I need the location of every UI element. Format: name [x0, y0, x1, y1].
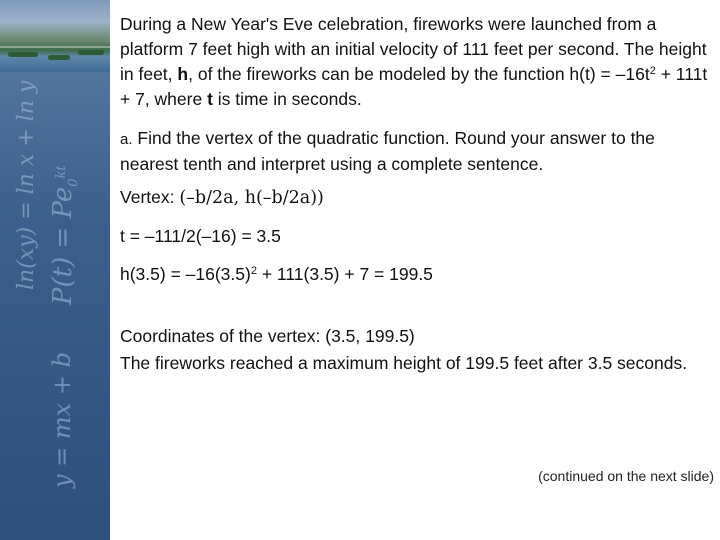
lake-photo: [0, 0, 110, 72]
vertex-coordinates: Coordinates of the vertex: (3.5, 199.5): [120, 326, 415, 346]
h-calculation: $h(3.5) = -16(3.5)^2 + 111(3.5) + 7 = 199.5$: [120, 264, 433, 284]
sidebar-formula-growth: $P(t) = Pe_0^{kt}$: [48, 165, 82, 305]
sidebar-formula-log: ln(xy) = ln x + ln y: [14, 80, 39, 290]
continued-note: (continued on the next slide): [538, 468, 714, 484]
decorative-sidebar: [0, 0, 110, 540]
problem-statement: During a New Year's Eve celebration, fireworks were launched from a platform 7 feet high with an initial velocity of 111 feet per second. The height in feet, h, of the fireworks can be modeled by the function $h(t) = -16t^2 + 111t + 7$, where t is time in seconds.: [120, 14, 708, 109]
slide-content: [120, 12, 716, 376]
vertex-formula-line: Vertex: (–b/2a, h(–b/2a)): [120, 187, 324, 208]
vertex-interpretation: The fireworks reached a maximum height of 199.5 feet after 3.5 seconds.: [120, 353, 688, 373]
t-calculation: t = –111/2(–16) = 3.5: [120, 226, 281, 246]
part-a-question: a. Find the vertex of the quadratic function. Round your answer to the nearest tenth and interpret using a complete sentence.: [120, 128, 655, 174]
sidebar-formula-line: y = mx + b: [48, 352, 76, 488]
